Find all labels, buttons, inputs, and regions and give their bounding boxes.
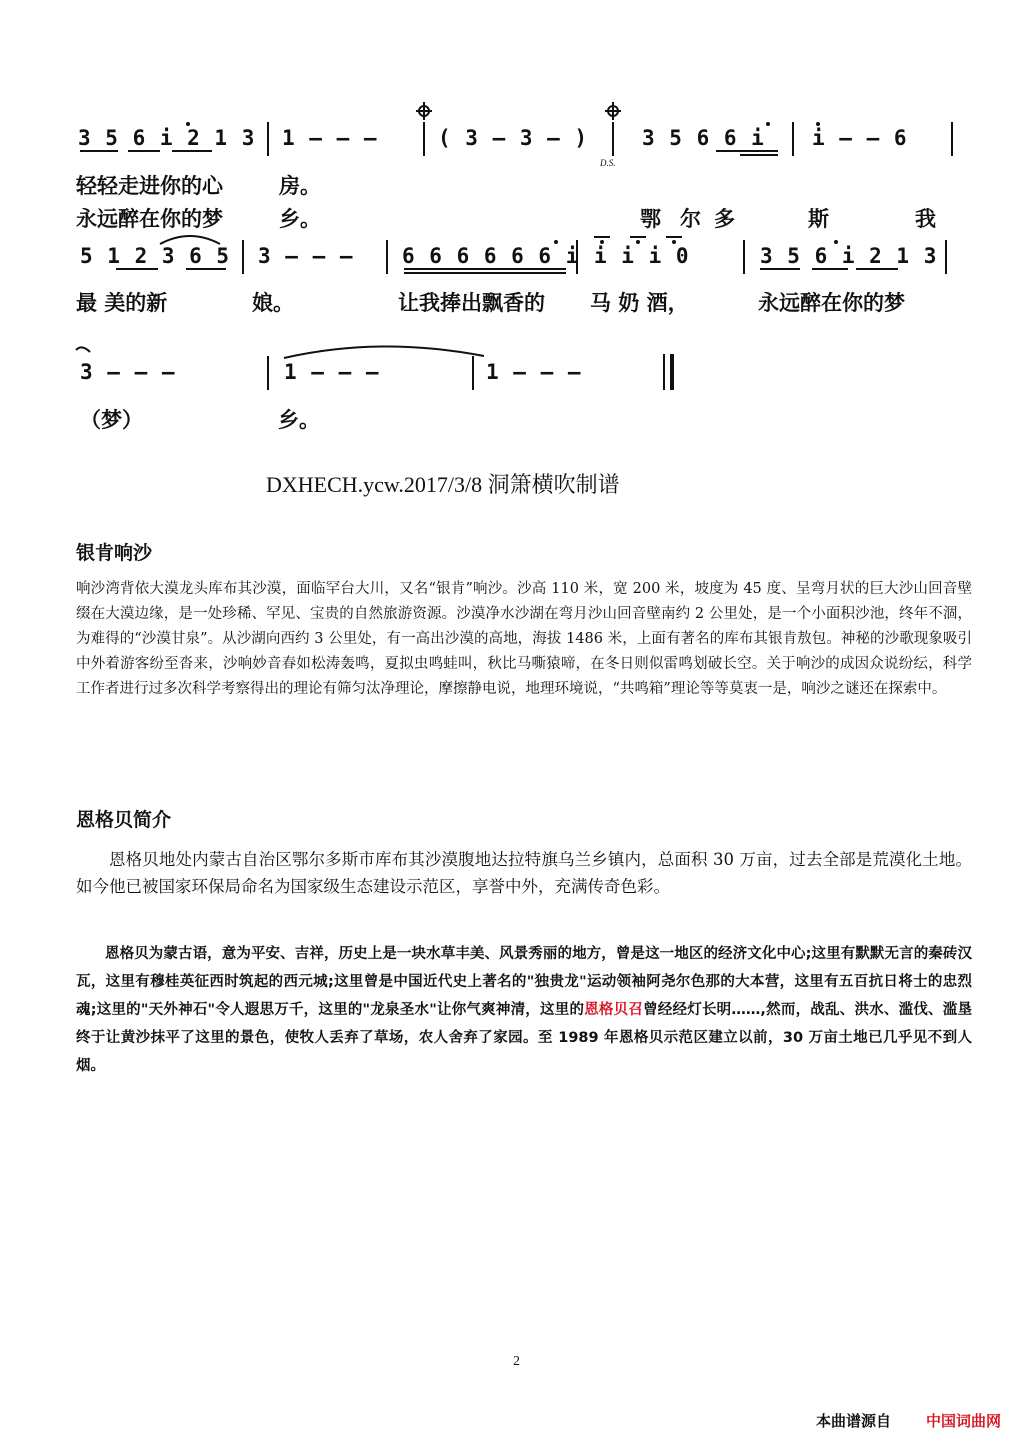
score-measure: i i i 0 <box>594 244 690 268</box>
score-measure: 3 5 6 i 2 1 3 <box>78 126 256 150</box>
lyric-line: 娘。 <box>252 290 294 315</box>
section-title: 银肯响沙 <box>76 542 153 564</box>
score-measure: 3 5 6 6 i <box>642 126 765 150</box>
section-body-detail <box>76 940 972 1080</box>
highlight-link[interactable]: 恩格贝召 <box>584 1002 644 1018</box>
score-measure: 6 6 6 6 6 6 i <box>402 244 580 268</box>
lyric-line: 最 美的新 <box>76 290 168 315</box>
score-measure: 1 – – – <box>282 126 378 150</box>
section-body: 响沙湾背依大漠龙头库布其沙漠，面临罕台大川，又名“银肯”响沙。沙高 110 米，宽 200 米，坡度为 45 度、呈弯月状的巨大沙山回音壁缀在大漠边缘，是一处珍稀、罕见、宝贵的自然旅游资源。沙漠净水沙湖在弯月沙山回音壁南约 2 公里处，是一个小面积沙池，终年不涸，为难得的“沙漠甘泉”。从沙湖向西约 3 公里处，有一高出沙漠的高地，海拔 1486 米，上面有著名的库布其银肯敖包。神秘的沙歌现象吸引中外着游客纷至沓来，沙响妙音春如松涛轰鸣，夏拟虫鸣蛙叫，秋比马嘶猿啼，在冬日则似雷鸣划破长空。关于响沙的成因众说纷纭，科学工作者进行过多次科学考察得出的理论有筛匀汰净理论，摩擦静电说，地理环境说，“共鸣箱”理论等等莫衷一是，响沙之谜还在探索中。 <box>76 581 972 697</box>
detail-text: 曾经经灯长明……,然而，战乱、洪水、滥伐、滥垦终于让黄沙抹平了这里的景色，使牧人丢弃了草场，农人舍弃了家园。至 1989 年恩格贝示范区建立以前，30 万亩土地已几乎见不到人烟。 <box>76 1002 973 1074</box>
score-measure: 1 – – – <box>284 360 380 384</box>
lyric-line: 乡。 <box>279 206 321 231</box>
score-measure: 1 – – – <box>486 360 582 384</box>
score-measure: 3 – – – <box>258 244 354 268</box>
lyric-line: 让我捧出飘香的 <box>398 290 545 315</box>
lyric-line: 永远醉在你的梦 <box>76 206 223 231</box>
footer-site-link[interactable]: 中国词曲网 <box>926 1412 1002 1430</box>
lyric-line: 永远醉在你的梦 <box>758 290 905 315</box>
score-measure: ( 3 – 3 – ) <box>438 126 589 150</box>
section-body: 恩格贝地处内蒙古自治区鄂尔多斯市库布其沙漠腹地达拉特旗乌兰乡镇内，总面积 30 万亩，过去全部是荒漠化土地。如今他已被国家环保局命名为国家级生态建设示范区，享誉中外，充满传奇色彩。 <box>76 850 972 896</box>
lyric-line: 乡。 <box>278 407 320 432</box>
lyric-word: 我 <box>915 206 936 231</box>
lyric-line: 轻轻走进你的心 <box>76 173 223 198</box>
ds-mark: D.S. <box>600 158 616 168</box>
score-measure: i – – 6 <box>812 126 908 150</box>
page-number: 2 <box>513 1354 520 1369</box>
lyric-word: 尔 <box>680 206 701 231</box>
score-measure: 3 – – – <box>80 360 176 384</box>
section-title: 恩格贝简介 <box>76 809 172 831</box>
lyric-line: 房。 <box>279 173 321 198</box>
lyric-word: 多 <box>714 206 735 231</box>
lyric-word: 斯 <box>808 206 829 231</box>
score-measure: 3 5 6 i 2 1 3 <box>760 244 938 268</box>
footer-source: 本曲谱源自 <box>816 1412 892 1430</box>
score-measure: 5 1 2 3 6 5 <box>80 244 231 268</box>
lyric-line: 马 奶 酒， <box>590 290 689 315</box>
detail-text: 恩格贝为蒙古语，意为平安、吉祥，历史上是一块水草丰美、风景秀丽的地方，曾是这一地区的经济文化中心;这里有默默无言的秦砖汉瓦，这里有穆桂英征西时筑起的西元城;这里曾是中国近代史上著名的"独贵龙"运动领袖阿尧尔色那的大本营，这里有五百抗日将士的忠烈魂;这里的"天外神石"令人遐思万千，这里的"龙泉圣水"让你气爽神清，这里的 <box>76 946 972 1018</box>
score-credit: DXHECH.ycw.2017/3/8 洞箫横吹制谱 <box>266 472 620 497</box>
lyric-line: （梦） <box>80 407 143 432</box>
lyric-word: 鄂 <box>640 206 661 231</box>
